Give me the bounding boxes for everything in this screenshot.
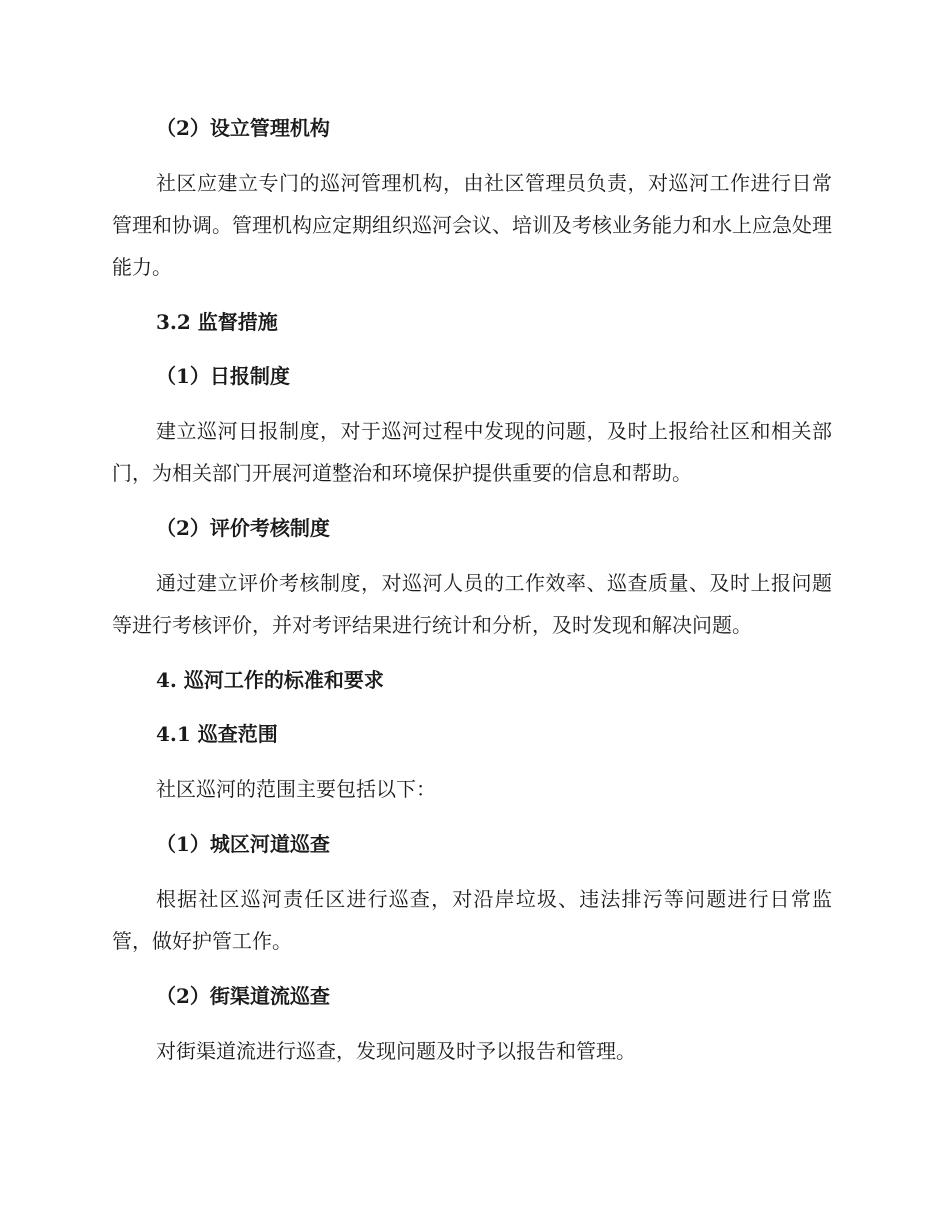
section-heading-supervision-measures: 3.2 监督措施 [156, 310, 278, 334]
section-heading-evaluation-system: （2）评价考核制度 [156, 516, 330, 540]
paragraph-street-channel: 对街渠道流进行巡查，发现问题及时予以报告和管理。 [156, 1039, 636, 1063]
section-heading-standards-requirements: 4. 巡河工作的标准和要求 [156, 668, 384, 692]
section-heading-establish-management-body: （2）设立管理机构 [156, 116, 330, 140]
section-heading-street-channel-inspection: （2）街渠道流巡查 [156, 984, 330, 1008]
paragraph-management-body: 社区应建立专门的巡河管理机构，由社区管理员负责，对巡河工作进行日常管理和协调。管理机构应定期组织巡河会议、培训及考核业务能力和水上应急处理能力。 [112, 171, 832, 279]
paragraph-urban-river: 根据社区巡河责任区进行巡查，对沿岸垃圾、违法排污等问题进行日常监管，做好护管工作。 [112, 887, 832, 953]
section-heading-inspection-scope: 4.1 巡查范围 [156, 722, 278, 746]
section-heading-daily-report-system: （1）日报制度 [156, 364, 290, 388]
section-heading-urban-river-inspection: （1）城区河道巡查 [156, 832, 330, 856]
paragraph-evaluation: 通过建立评价考核制度，对巡河人员的工作效率、巡查质量、及时上报问题等进行考核评价，并对考评结果进行统计和分析，及时发现和解决问题。 [112, 571, 832, 637]
paragraph-scope-intro: 社区巡河的范围主要包括以下： [156, 777, 436, 801]
document-page [112, 108, 832, 1086]
paragraph-daily-report: 建立巡河日报制度，对于巡河过程中发现的问题，及时上报给社区和相关部门，为相关部门开展河道整治和环境保护提供重要的信息和帮助。 [112, 419, 832, 485]
